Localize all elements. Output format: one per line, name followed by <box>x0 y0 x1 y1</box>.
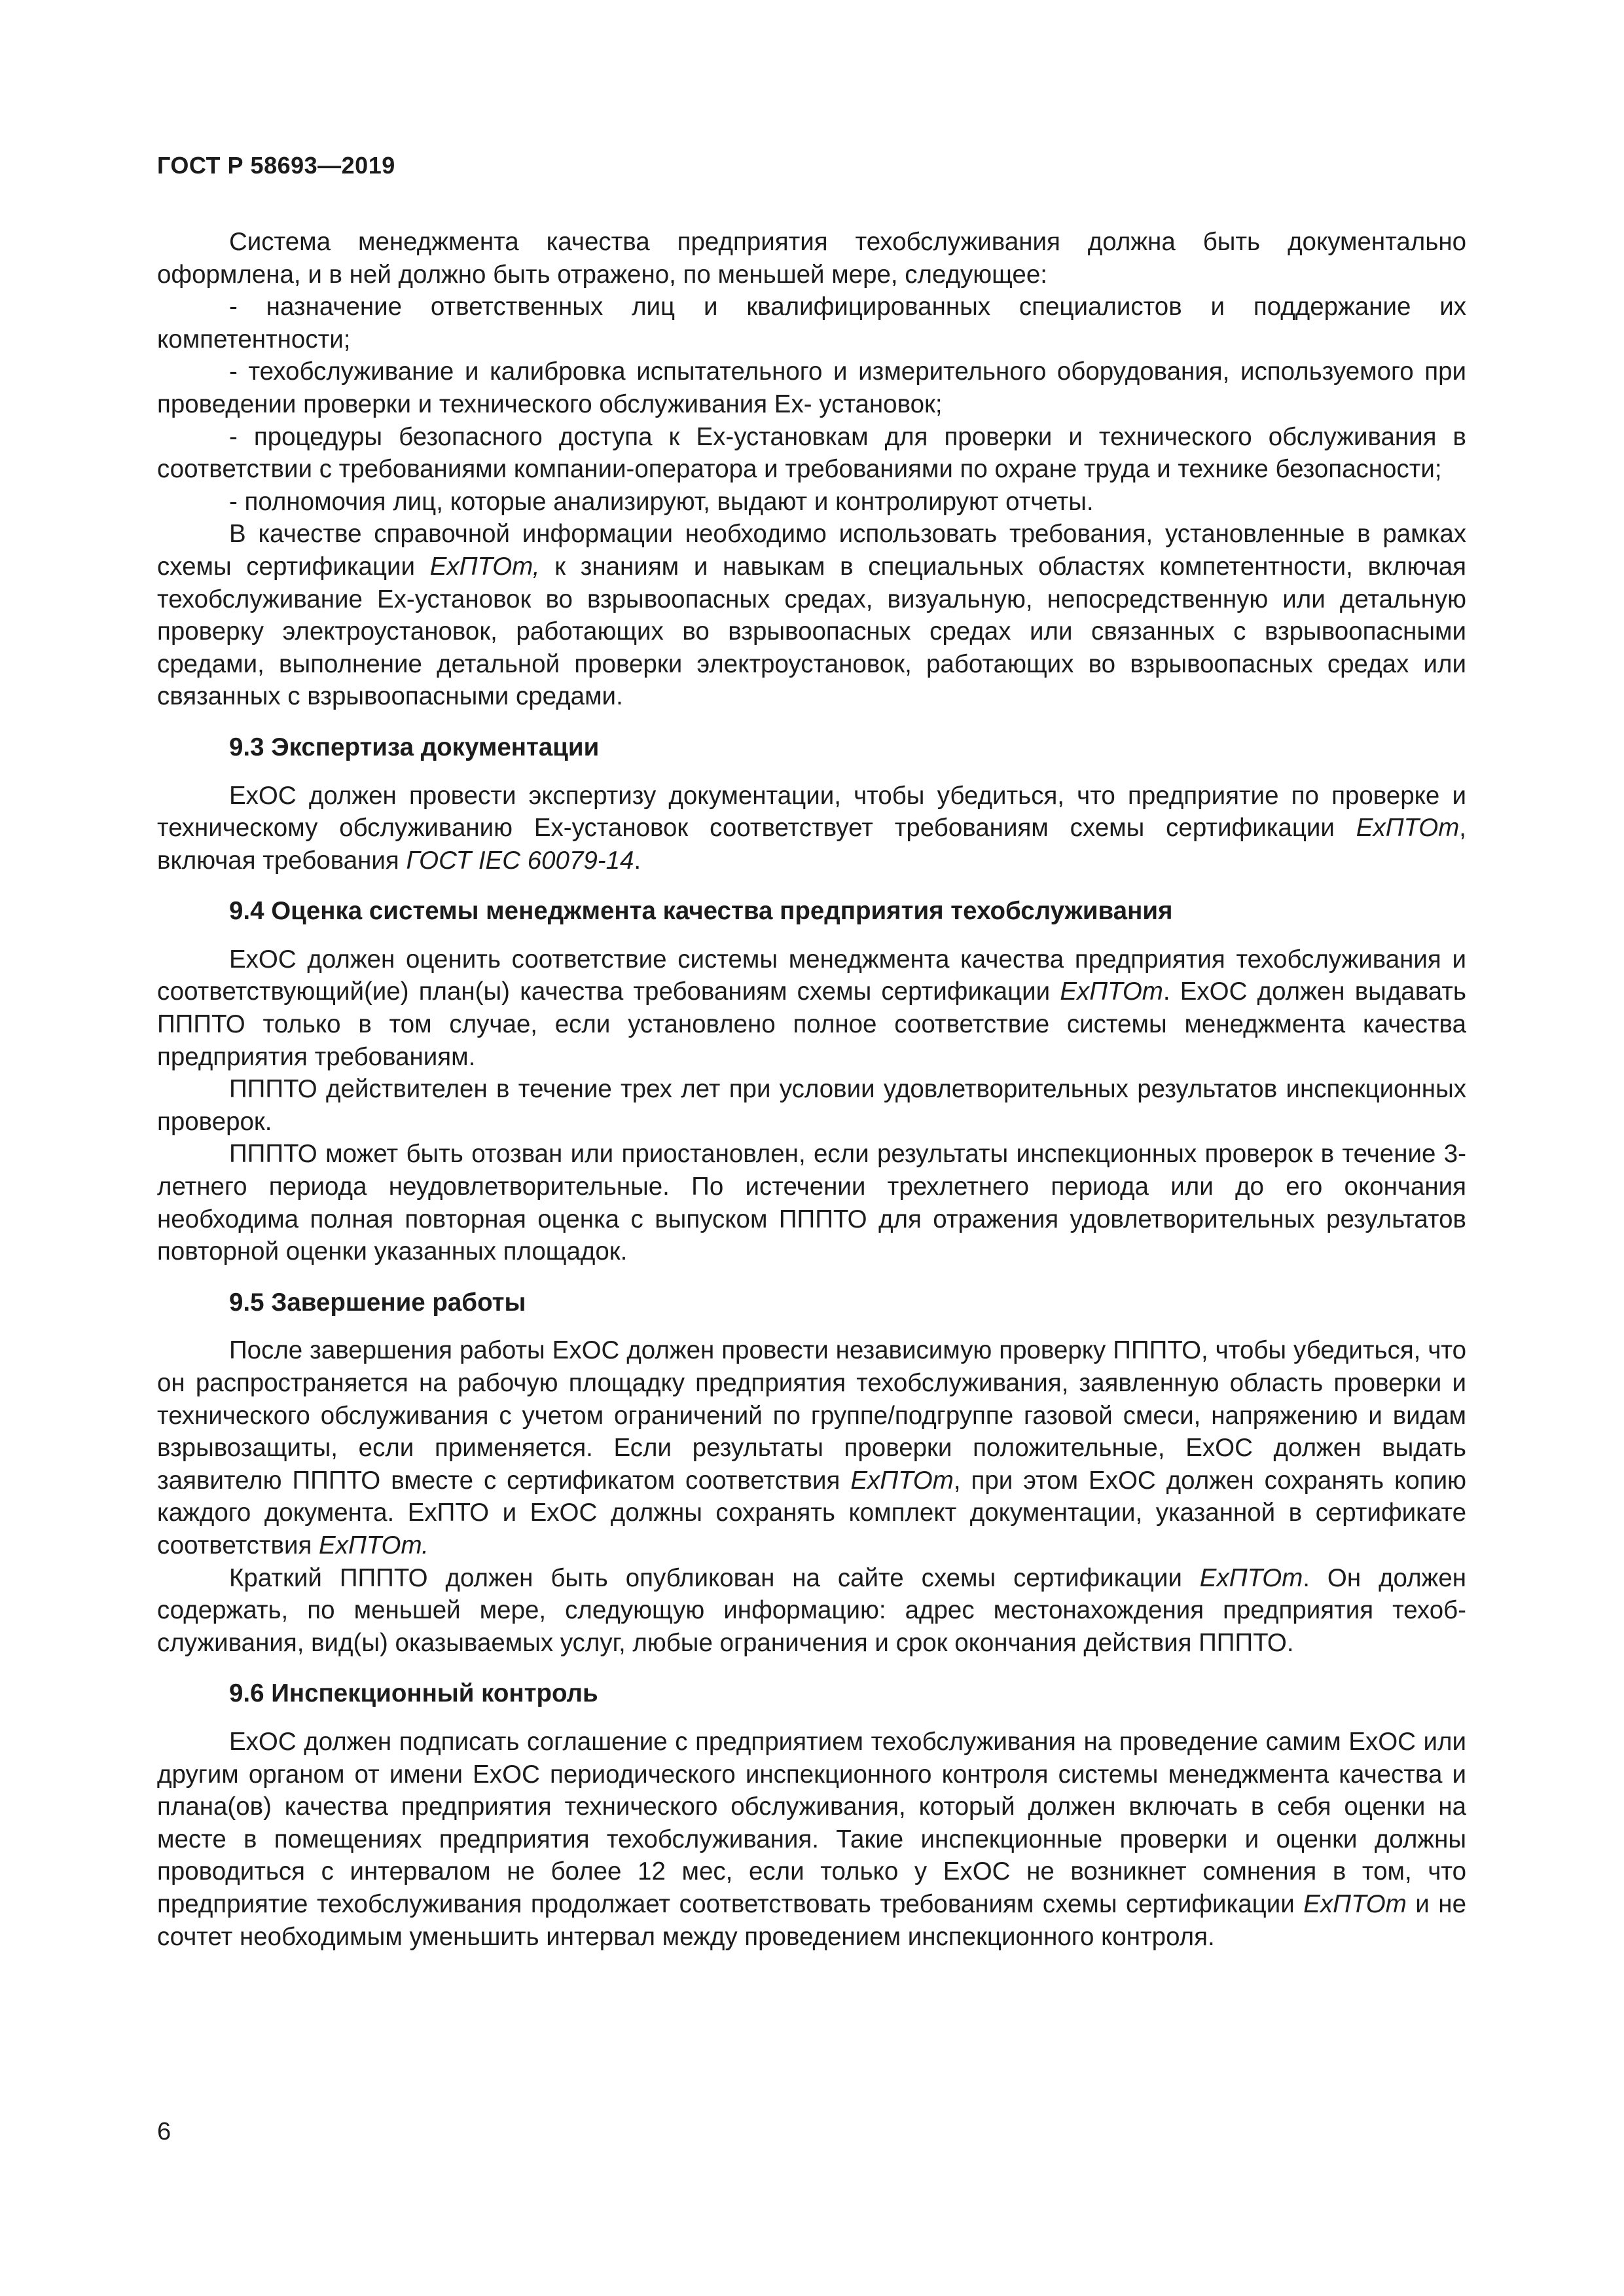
paragraph: Система менеджмента качества предприятия техобслуживания должна быть документально оформлена, и в ней должно быть отражено, по меньшей мере, следующее: <box>157 228 1466 289</box>
paragraph: ПППТО действителен в течение трех лет при условии удовлетворительных результатов инспекционных проверок. <box>157 1075 1466 1136</box>
section-heading-9-4: 9.4 Оценка системы менеджмента качества предприятия техобслуживания <box>229 897 1173 926</box>
list-item: - полномочия лиц, которые анализируют, выдают и контролируют отчеты. <box>229 487 1094 516</box>
section-heading-9-6: 9.6 Инспекционный контроль <box>229 1679 598 1708</box>
document-header: ГОСТ Р 58693—2019 <box>157 152 395 179</box>
paragraph: В качестве справочной информации необходимо использовать требования, установленные в рамках схемы сертификации ЕхПТОт, к знаниям и навыкам в специальных областях компетентности, включая техобслуживание Ex-установок во взрывоопасных средах, визуальную, непосредственную или детальную проверку электроустановок, работающих во взрывоопасных средах или связанных с взрывоопасными средами, выполнение детальной проверки электроустановок, работающих во взрывоопасных средах или связанных с взрывоопасными средами. <box>157 520 1466 711</box>
paragraph: ЕхОС должен подписать соглашение с предприятием техобслуживания на проведение самим ЕхОС или другим органом от имени ЕхОС периодического инспекционного контроля системы менеджмента качества и плана(ов) качества предприятия технического обслуживания, который должен включать в себя оценки на месте в помещениях предприятия техобслуживания. Такие инспекционные проверки и оценки должны проводиться с интервалом не более 12 мес, если только у ЕхОС не возникнет сомнения в том, что предприятие техобслуживания продолжает соответствовать требованиям схемы сертификации ЕхПТОт и не сочтет необходимым уменьшить интервал между проведением инспекционного контроля. <box>157 1727 1466 1951</box>
paragraph: ЕхОС должен оценить соответствие системы менеджмента качества предприятия техобслуживания и соответствующий(ие) план(ы) качества требованиям схемы сертификации ЕхПТОт. ЕхОС должен выдавать ПППТО только в том случае, если установлено полное соответствие системы менеджмента качества предприятия требованиям. <box>157 945 1466 1071</box>
section-heading-9-5: 9.5 Завершение работы <box>229 1288 526 1317</box>
paragraph: После завершения работы ЕхОС должен провести независимую проверку ПППТО, чтобы убедиться, что он распространяется на рабочую площадку предприятия техобслуживания, заявленную область проверки и технического обслуживания с учетом ограничений по группе/подгруппе газовой смеси, напряжению и видам взрывозащиты, если применяется. Если результаты проверки положительные, ЕхОС должен выдать заявителю ПППТО вместе с сертификатом соответствия ЕхПТОт, при этом ЕхОС должен сохранять копию каждого документа. ЕхПТО и ЕхОС должны сохранять комплект документации, указанной в сертификате соответствия ЕхПТОт. <box>157 1336 1466 1559</box>
paragraph: ПППТО может быть отозван или приостановлен, если результаты инспекционных проверок в течение 3-летнего периода неудовлетворительные. По истечении трехлетнего периода или до его окончания необходима полная повторная оценка с выпуском ПППТО для отражения удовлетворительных результатов повторной оценки указанных площадок. <box>157 1140 1466 1266</box>
paragraph: ЕхОС должен провести экспертизу документации, чтобы убедиться, что предприятие по проверке и техническому обслуживанию Ex-установок соответствует требованиям схемы сертификации ЕхПТОт, включая требования ГОСТ IEC 60079-14. <box>157 781 1466 875</box>
document-body <box>157 226 1466 1953</box>
section-heading-9-3: 9.3 Экспертиза документации <box>229 733 600 761</box>
page-number: 6 <box>157 2118 171 2145</box>
paragraph: Краткий ПППТО должен быть опубликован на сайте схемы сертификации ЕхПТОт. Он должен содержать, по меньшей мере, следующую информацию: адрес местонахождения предприятия техобслуживания, вид(ы) оказываемых услуг, любые ограничения и срок окончания действия ПППТО. <box>157 1563 1466 1657</box>
list-item: - процедуры безопасного доступа к Ex-установкам для проверки и технического обслуживания в соответствии с требованиями компании-оператора и требованиями по охране труда и технике безопасности; <box>157 422 1466 484</box>
list-item: - назначение ответственных лиц и квалифицированных специалистов и поддержание их компетентности; <box>157 293 1466 354</box>
list-item: - техобслуживание и калибровка испытательного и измерительного оборудования, используемого при проведении проверки и технического обслуживания Ex- установок; <box>157 357 1466 418</box>
